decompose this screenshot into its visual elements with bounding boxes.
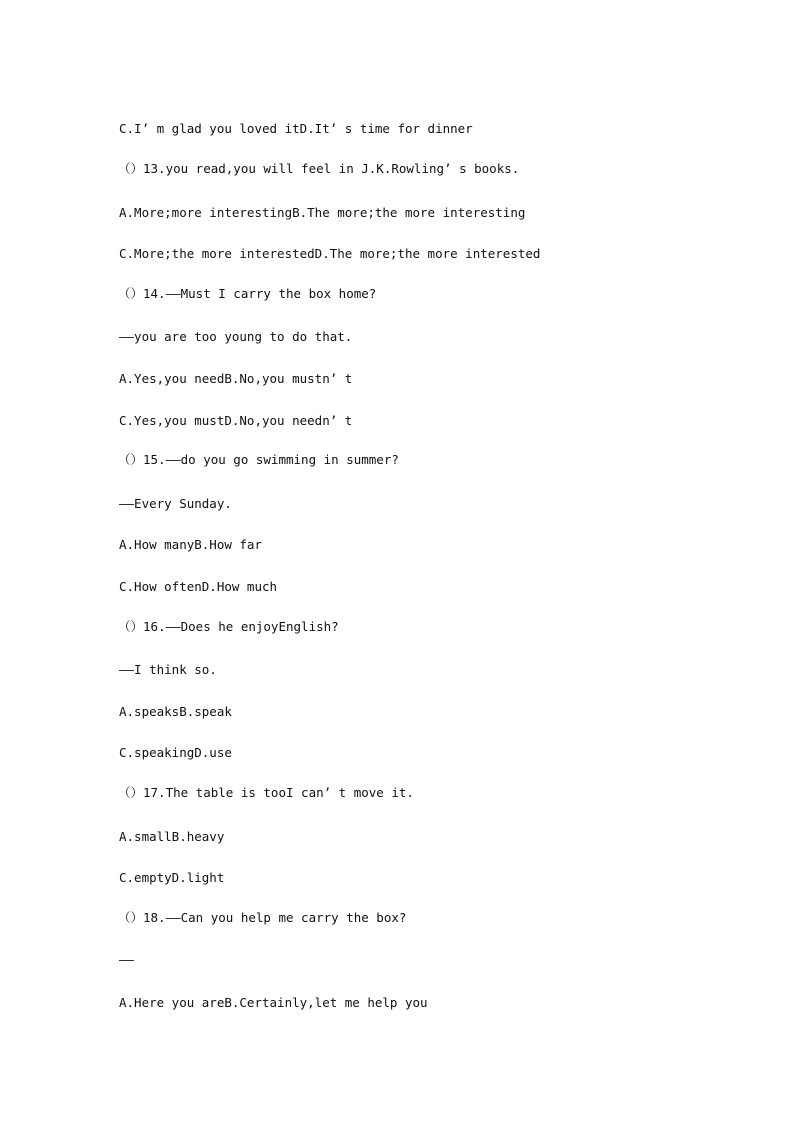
question-14: （）14.——Must I carry the box home? bbox=[118, 286, 377, 301]
question-15: （）15.——do you go swimming in summer? bbox=[118, 452, 399, 467]
option-line: C.emptyD.light bbox=[119, 870, 225, 885]
option-line: A.How manyB.How far bbox=[119, 537, 262, 552]
option-line: C.Yes,you mustD.No,you needn’ t bbox=[119, 413, 353, 428]
question-13: （）13.you read,you will feel in J.K.Rowling’ s books. bbox=[118, 161, 520, 176]
option-line: A.Yes,you needB.No,you mustn’ t bbox=[119, 371, 353, 386]
question-16: （）16.——Does he enjoyEnglish? bbox=[118, 619, 339, 634]
option-line: A.Here you areB.Certainly,let me help you bbox=[119, 995, 428, 1010]
option-line: A.smallB.heavy bbox=[119, 829, 225, 844]
option-line: C.I’ m glad you loved itD.It’ s time for dinner bbox=[119, 121, 473, 136]
option-line: C.speakingD.use bbox=[119, 745, 232, 760]
answer-line: ——Every Sunday. bbox=[119, 496, 232, 511]
answer-line: —— bbox=[119, 952, 135, 967]
option-line: C.More;the more interestedD.The more;the more interested bbox=[119, 246, 541, 261]
option-line: A.speaksB.speak bbox=[119, 704, 232, 719]
question-17: （）17.The table is tooI can’ t move it. bbox=[118, 785, 414, 800]
option-line: C.How oftenD.How much bbox=[119, 579, 278, 594]
answer-line: ——I think so. bbox=[119, 662, 217, 677]
question-18: （）18.——Can you help me carry the box? bbox=[118, 910, 407, 925]
answer-line: ——you are too young to do that. bbox=[119, 329, 353, 344]
option-line: A.More;more interestingB.The more;the more interesting bbox=[119, 205, 526, 220]
